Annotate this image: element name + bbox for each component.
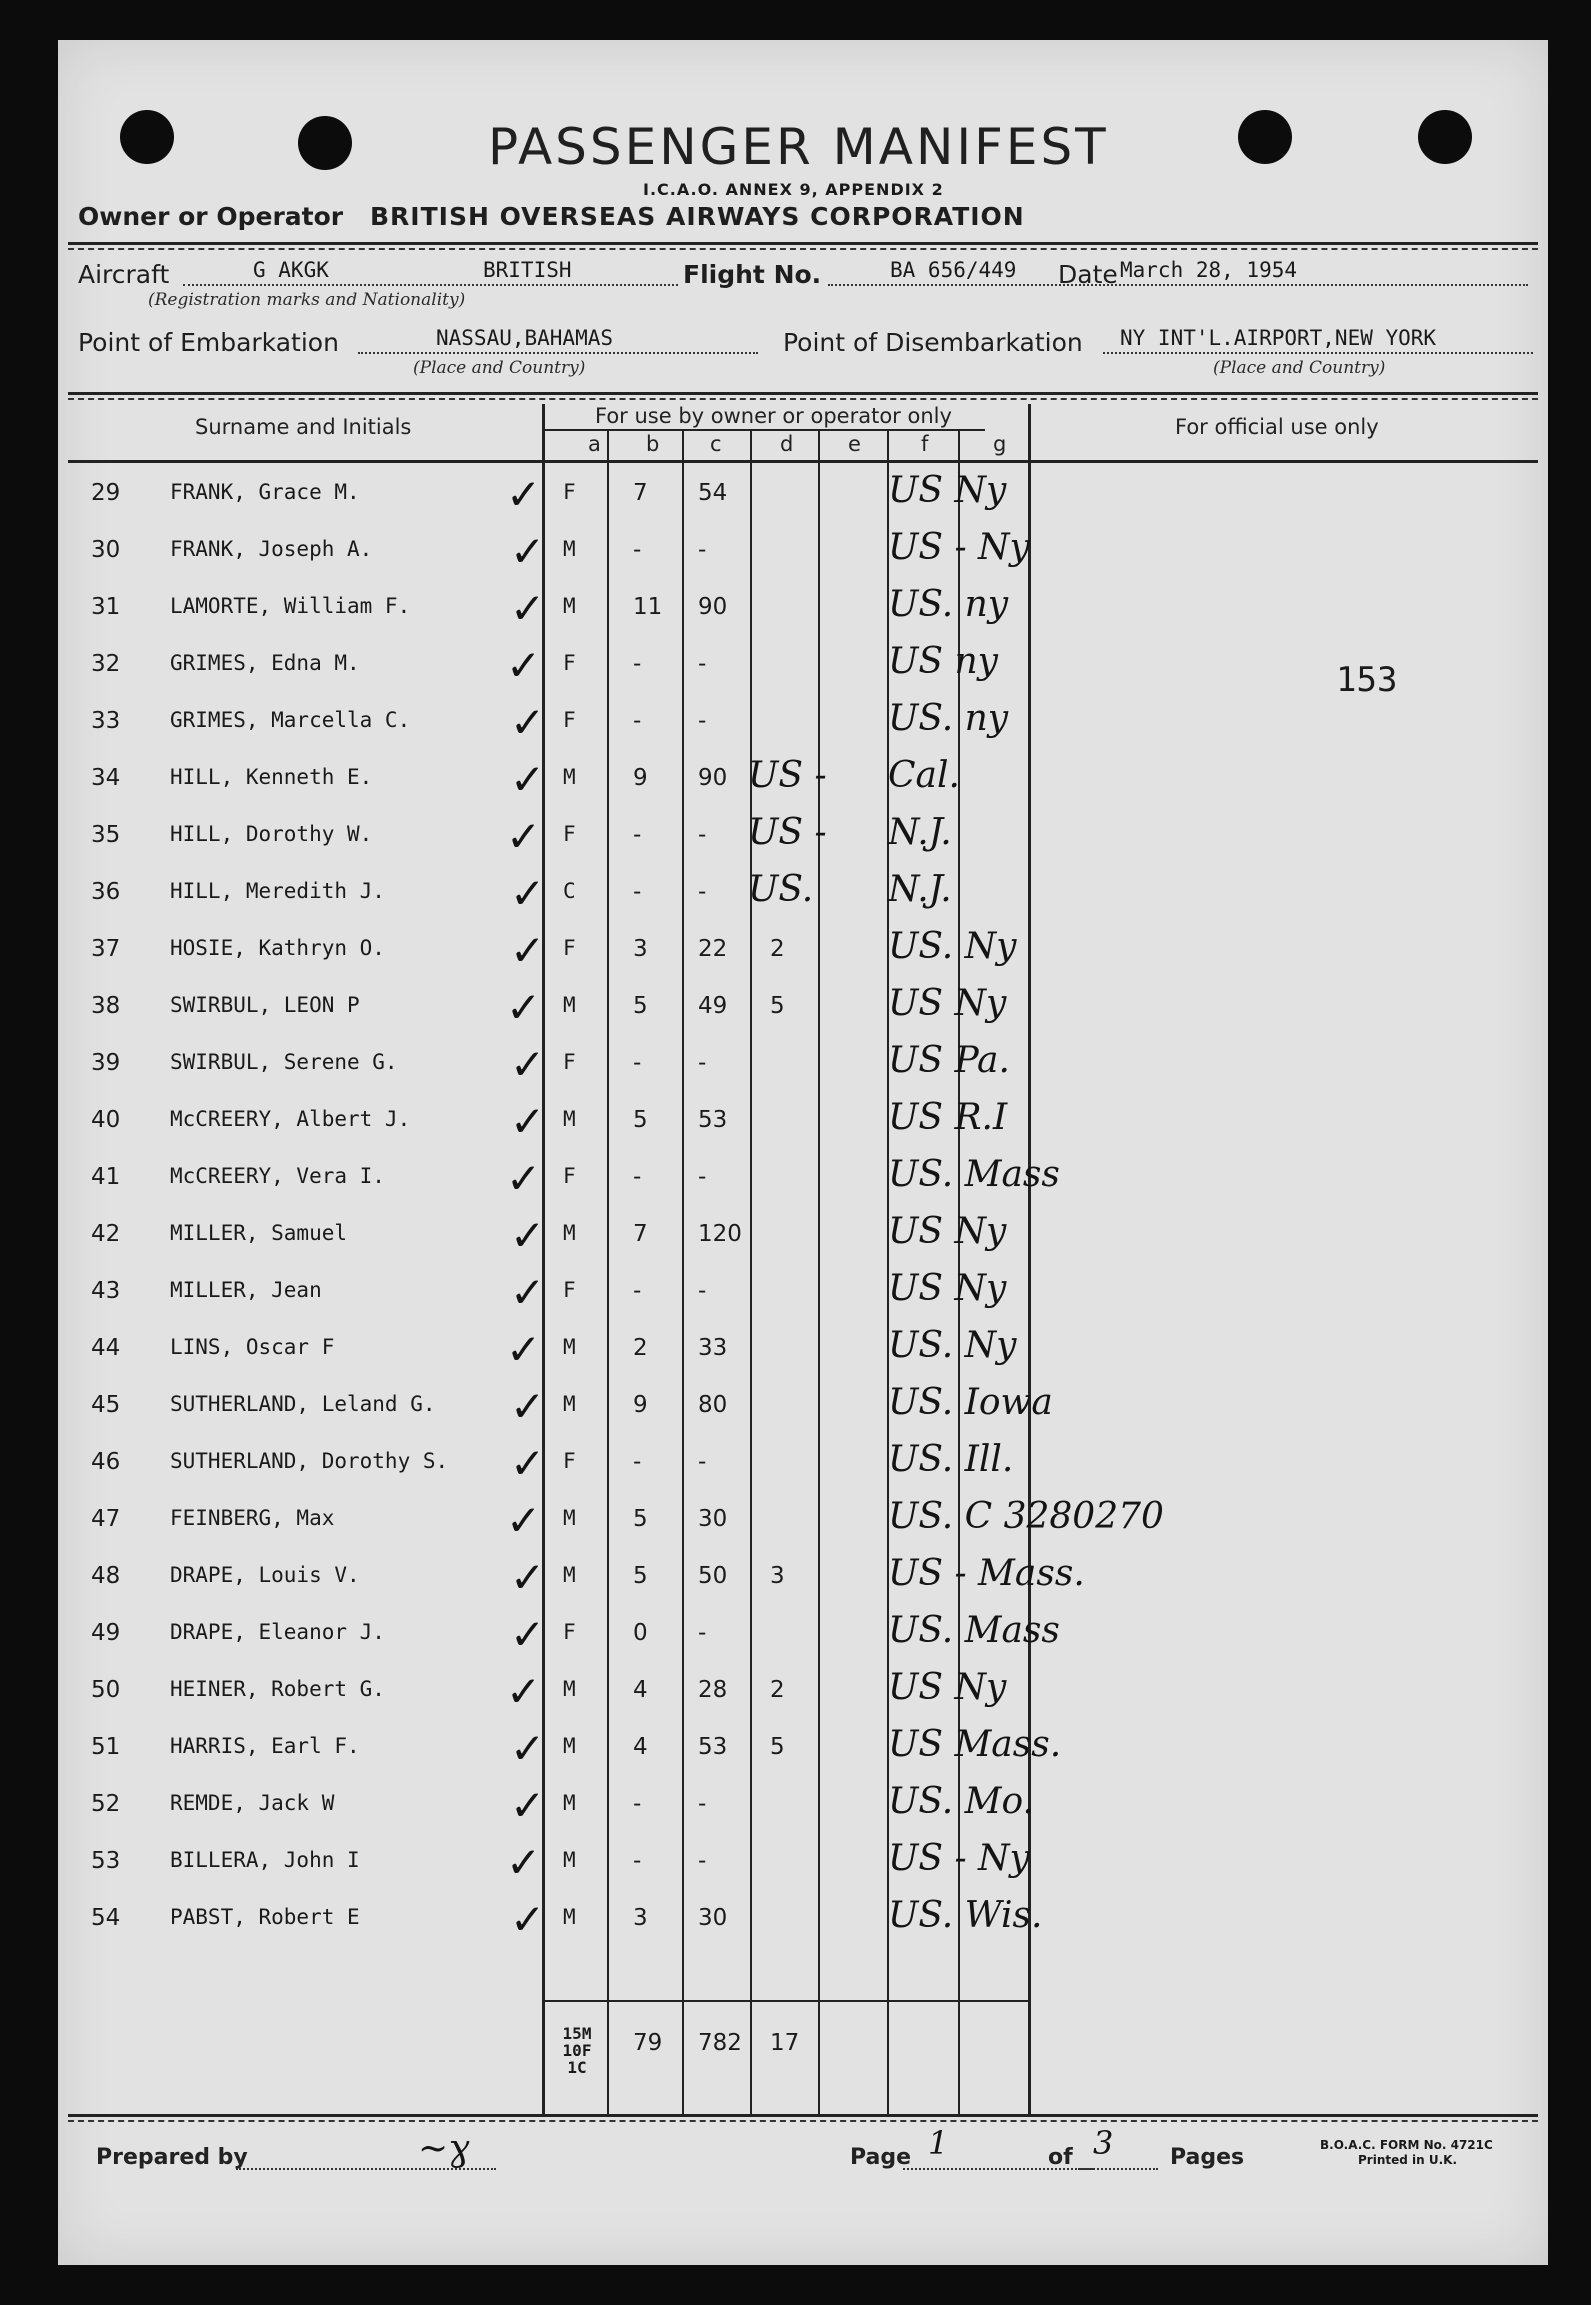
cell-a: M [563, 1107, 576, 1131]
cell-c: 53 [698, 1734, 728, 1760]
cell-a: F [563, 936, 576, 960]
cell-b: 7 [633, 1221, 648, 1247]
table-row [58, 525, 1548, 582]
cell-b: - [633, 822, 642, 848]
cell-b: - [633, 1848, 642, 1874]
passenger-name: HILL, Meredith J. [170, 879, 385, 903]
passenger-name: McCREERY, Vera I. [170, 1164, 385, 1188]
flight-value: BA 656/449 [890, 258, 1017, 282]
row-number: 52 [91, 1791, 121, 1817]
row-number: 41 [91, 1164, 121, 1190]
row-number: 40 [91, 1107, 121, 1133]
row-number: 35 [91, 822, 121, 848]
row-number: 44 [91, 1335, 121, 1361]
cell-b: 11 [633, 594, 663, 620]
check-mark: ✓ [510, 1895, 546, 1944]
cell-f: US. Mass [888, 1610, 1060, 1651]
col-e-header: e [848, 432, 861, 456]
cell-c: 22 [698, 936, 728, 962]
check-mark: ✓ [510, 1097, 546, 1146]
table-row [58, 639, 1548, 696]
cell-d: 5 [770, 1734, 785, 1760]
aircraft-note: (Registration marks and Nationality) [148, 290, 466, 310]
cell-a: F [563, 480, 576, 504]
row-number: 34 [91, 765, 121, 791]
cell-f: US. ny [888, 698, 1009, 739]
cell-b: - [633, 651, 642, 677]
cell-f: US Pa. [888, 1040, 1010, 1081]
row-number: 51 [91, 1734, 121, 1760]
cell-c: 50 [698, 1563, 728, 1589]
cell-c: - [698, 879, 707, 905]
owner-value: BRITISH OVERSEAS AIRWAYS CORPORATION [370, 202, 1025, 231]
check-mark: ✓ [510, 1040, 546, 1089]
cell-a: M [563, 1563, 576, 1587]
cell-d: US. [748, 869, 814, 910]
col-official-header: For official use only [1175, 415, 1379, 439]
cell-a: M [563, 537, 576, 561]
cell-a: F [563, 651, 576, 675]
aircraft-label: Aircraft [78, 260, 170, 289]
embark-value: NASSAU,BAHAMAS [436, 326, 614, 350]
cell-b: - [633, 1278, 642, 1304]
manifest-sheet [58, 40, 1548, 2265]
cell-b: 7 [633, 480, 648, 506]
col-a-header: a [588, 432, 601, 456]
punch-hole [298, 116, 352, 170]
check-mark: ✓ [510, 755, 546, 804]
cell-c: - [698, 1449, 707, 1475]
dotted-line [828, 284, 1528, 286]
of-label: of [1048, 2145, 1073, 2170]
cell-a: M [563, 993, 576, 1017]
totals-rule [542, 2000, 1028, 2002]
pages-label: Pages [1170, 2145, 1245, 2170]
passenger-name: MILLER, Samuel [170, 1221, 348, 1245]
cell-a: M [563, 1734, 576, 1758]
punch-hole [120, 110, 174, 164]
cell-b: 3 [633, 1905, 648, 1931]
row-number: 45 [91, 1392, 121, 1418]
cell-b: 4 [633, 1677, 648, 1703]
punch-hole [1238, 110, 1292, 164]
cell-a: M [563, 1677, 576, 1701]
divider [68, 2120, 1538, 2122]
cell-b: 5 [633, 993, 648, 1019]
col-d-header: d [780, 432, 794, 456]
date-value: March 28, 1954 [1120, 258, 1298, 282]
check-mark: ✓ [510, 1211, 546, 1260]
passenger-name: GRIMES, Marcella C. [170, 708, 411, 732]
check-mark: ✓ [510, 869, 546, 918]
dotted-line [183, 284, 678, 286]
cell-c: 30 [698, 1506, 728, 1532]
embark-note: (Place and Country) [413, 358, 586, 378]
passenger-name: HARRIS, Earl F. [170, 1734, 360, 1758]
cell-c: - [698, 1620, 707, 1646]
cell-b: - [633, 1164, 642, 1190]
passenger-name: BILLERA, John I [170, 1848, 360, 1872]
cell-c: 90 [698, 765, 728, 791]
cell-f: US. Iowa [888, 1382, 1053, 1423]
check-mark: ✓ [510, 926, 546, 975]
cell-b: 9 [633, 765, 648, 791]
cell-d: US - [748, 812, 827, 853]
row-number: 48 [91, 1563, 121, 1589]
cell-b: 4 [633, 1734, 648, 1760]
check-mark: ✓ [510, 698, 546, 747]
cell-f: US. Mo. [888, 1781, 1034, 1822]
passenger-name: MILLER, Jean [170, 1278, 322, 1302]
cell-f: US. Ny [888, 926, 1017, 967]
passenger-name: GRIMES, Edna M. [170, 651, 360, 675]
cell-a: F [563, 1278, 576, 1302]
cell-b: 5 [633, 1563, 648, 1589]
passenger-name: LAMORTE, William F. [170, 594, 411, 618]
passenger-name: SUTHERLAND, Dorothy S. [170, 1449, 449, 1473]
dotted-line [358, 352, 758, 354]
col-b-header: b [646, 432, 660, 456]
form-number: B.O.A.C. FORM No. 4721C [1320, 2138, 1493, 2152]
page-subtitle: I.C.A.O. ANNEX 9, APPENDIX 2 [643, 180, 944, 199]
check-mark: ✓ [510, 1553, 546, 1602]
col-surname-header: Surname and Initials [195, 415, 412, 439]
passenger-name: DRAPE, Louis V. [170, 1563, 360, 1587]
cell-c: - [698, 822, 707, 848]
row-number: 42 [91, 1221, 121, 1247]
check-mark: ✓ [506, 1325, 542, 1374]
cell-b: - [633, 708, 642, 734]
cell-f: US Ny [888, 1211, 1007, 1252]
cell-a: M [563, 1506, 576, 1530]
row-number: 29 [91, 480, 121, 506]
divider [68, 398, 1538, 400]
check-mark: ✓ [506, 812, 542, 861]
table-row [58, 1323, 1548, 1380]
cell-f: US R.I [888, 1097, 1008, 1138]
col-g-header: g [993, 432, 1007, 456]
check-mark: ✓ [510, 1724, 546, 1773]
col-owner-use-header: For use by owner or operator only [595, 404, 952, 428]
aircraft-nationality: BRITISH [483, 258, 572, 282]
owner-label: Owner or Operator [78, 202, 344, 231]
cell-b: 5 [633, 1107, 648, 1133]
cell-b: 0 [633, 1620, 648, 1646]
row-number: 32 [91, 651, 121, 677]
cell-f: US. Ny [888, 1325, 1017, 1366]
table-row [58, 1722, 1548, 1779]
cell-c: - [698, 1164, 707, 1190]
date-label: Date [1058, 260, 1118, 289]
punch-hole [1418, 110, 1472, 164]
prepared-label: Prepared by [96, 2145, 248, 2170]
cell-f: US. Ill. [888, 1439, 1014, 1480]
cell-f: US Ny [888, 983, 1007, 1024]
check-mark: ✓ [506, 641, 542, 690]
cell-d: 2 [770, 936, 785, 962]
flight-label: Flight No. [683, 260, 822, 289]
table-row [58, 810, 1548, 867]
check-mark: ✓ [506, 1496, 542, 1545]
cell-c: - [698, 1278, 707, 1304]
table-row [58, 1893, 1548, 1950]
cell-f: US Mass. [888, 1724, 1062, 1765]
page-label: Page [850, 2145, 912, 2170]
cell-f: US Ny [888, 1268, 1007, 1309]
cell-b: - [633, 1449, 642, 1475]
divider [68, 460, 1538, 463]
passenger-name: FEINBERG, Max [170, 1506, 335, 1530]
cell-c: 49 [698, 993, 728, 1019]
check-mark: ✓ [510, 1781, 546, 1830]
cell-f: US Ny [888, 1667, 1007, 1708]
check-mark: ✓ [506, 1838, 542, 1887]
table-row [58, 696, 1548, 753]
cell-c: 90 [698, 594, 728, 620]
cell-c: 53 [698, 1107, 728, 1133]
cell-a: F [563, 1164, 576, 1188]
cell-c: 33 [698, 1335, 728, 1361]
stamp-number: 153 [1336, 660, 1398, 700]
check-mark: ✓ [506, 470, 542, 519]
cell-c: 120 [698, 1221, 742, 1247]
row-number: 30 [91, 537, 121, 563]
table-row [58, 1494, 1548, 1551]
table-row [58, 1779, 1548, 1836]
row-number: 46 [91, 1449, 121, 1475]
cell-b: - [633, 1050, 642, 1076]
passenger-name: HILL, Dorothy W. [170, 822, 373, 846]
passenger-name: PABST, Robert E [170, 1905, 360, 1929]
cell-f: US - Ny [888, 527, 1030, 568]
row-number: 47 [91, 1506, 121, 1532]
cell-a: M [563, 765, 576, 789]
table-row [58, 981, 1548, 1038]
cell-a: F [563, 1449, 576, 1473]
pages-value: 3 [1093, 2124, 1114, 2162]
cell-f: US. ny [888, 584, 1009, 625]
row-number: 31 [91, 594, 121, 620]
table-row [58, 1551, 1548, 1608]
total-d: 17 [770, 2030, 800, 2056]
passenger-name: HOSIE, Kathryn O. [170, 936, 385, 960]
cell-b: - [633, 879, 642, 905]
table-row [58, 1608, 1548, 1665]
passenger-name: LINS, Oscar F [170, 1335, 335, 1359]
passenger-name: DRAPE, Eleanor J. [170, 1620, 385, 1644]
row-number: 36 [91, 879, 121, 905]
cell-c: - [698, 1050, 707, 1076]
check-mark: ✓ [510, 1268, 546, 1317]
check-mark: ✓ [510, 1610, 546, 1659]
cell-a: F [563, 708, 576, 732]
check-mark: ✓ [506, 1154, 542, 1203]
check-mark: ✓ [506, 1667, 542, 1716]
dotted-line [1103, 352, 1533, 354]
divider [68, 248, 1538, 250]
cell-d: 5 [770, 993, 785, 1019]
check-mark: ✓ [510, 1439, 546, 1488]
divider [68, 392, 1538, 395]
cell-c: 80 [698, 1392, 728, 1418]
signature: ~ɣ [418, 2128, 470, 2169]
passenger-name: SWIRBUL, Serene G. [170, 1050, 398, 1074]
cell-b: 3 [633, 936, 648, 962]
passenger-name: REMDE, Jack W [170, 1791, 335, 1815]
cell-a: M [563, 1392, 576, 1416]
cell-c: 30 [698, 1905, 728, 1931]
total-b: 79 [633, 2030, 663, 2056]
table-row [58, 1095, 1548, 1152]
cell-a: F [563, 1620, 576, 1644]
passenger-name: FRANK, Grace M. [170, 480, 360, 504]
check-mark: ✓ [510, 584, 546, 633]
row-number: 50 [91, 1677, 121, 1703]
table-row [58, 1836, 1548, 1893]
check-mark: ✓ [506, 983, 542, 1032]
check-mark: ✓ [510, 527, 546, 576]
table-row [58, 1209, 1548, 1266]
disembark-value: NY INT'L.AIRPORT,NEW YORK [1120, 326, 1437, 350]
cell-f: N.J. [888, 869, 952, 910]
cell-f: US ny [888, 641, 998, 682]
cell-a: F [563, 822, 576, 846]
cell-a: M [563, 1791, 576, 1815]
cell-c: - [698, 537, 707, 563]
row-number: 43 [91, 1278, 121, 1304]
cell-c: - [698, 1848, 707, 1874]
table-row [58, 1437, 1548, 1494]
divider [68, 2114, 1538, 2117]
cell-c: - [698, 651, 707, 677]
table-row [58, 924, 1548, 981]
cell-c: 54 [698, 480, 728, 506]
page-value: 1 [928, 2124, 949, 2162]
dotted-line [1078, 2168, 1158, 2170]
cell-a: M [563, 1221, 576, 1245]
table-row [58, 1266, 1548, 1323]
printed-in: Printed in U.K. [1358, 2153, 1458, 2167]
passenger-name: SUTHERLAND, Leland G. [170, 1392, 436, 1416]
row-number: 37 [91, 936, 121, 962]
cell-f: Cal. [888, 755, 960, 796]
cell-f: US. Mass [888, 1154, 1060, 1195]
passenger-name: FRANK, Joseph A. [170, 537, 373, 561]
row-number: 54 [91, 1905, 121, 1931]
cell-a: C [563, 879, 576, 903]
cell-a: M [563, 1848, 576, 1872]
cell-a: F [563, 1050, 576, 1074]
col-f-header: f [921, 432, 929, 456]
cell-b: - [633, 1791, 642, 1817]
row-number: 39 [91, 1050, 121, 1076]
disembark-note: (Place and Country) [1213, 358, 1386, 378]
cell-f: US - Ny [888, 1838, 1030, 1879]
cell-b: 5 [633, 1506, 648, 1532]
table-row [58, 1380, 1548, 1437]
page-title: PASSENGER MANIFEST [488, 118, 1109, 176]
cell-f: US. Wis. [888, 1895, 1043, 1936]
passenger-name: HILL, Kenneth E. [170, 765, 373, 789]
total-a: 15M 10F 1C [562, 2024, 592, 2077]
cell-b: 2 [633, 1335, 648, 1361]
cell-d: 3 [770, 1563, 785, 1589]
table-row [58, 582, 1548, 639]
table-row [58, 1038, 1548, 1095]
passenger-name: HEINER, Robert G. [170, 1677, 385, 1701]
cell-f: US - Mass. [888, 1553, 1085, 1594]
cell-b: - [633, 537, 642, 563]
cell-a: M [563, 594, 576, 618]
col-c-header: c [710, 432, 722, 456]
cell-f: N.J. [888, 812, 952, 853]
passenger-name: SWIRBUL, LEON P [170, 993, 360, 1017]
embark-label: Point of Embarkation [78, 328, 339, 357]
table-row [58, 867, 1548, 924]
cell-c: - [698, 1791, 707, 1817]
passenger-name: McCREERY, Albert J. [170, 1107, 411, 1131]
disembark-label: Point of Disembarkation [783, 328, 1083, 357]
row-number: 33 [91, 708, 121, 734]
cell-a: M [563, 1905, 576, 1929]
cell-d: US - [748, 755, 827, 796]
row-number: 49 [91, 1620, 121, 1646]
cell-d: 2 [770, 1677, 785, 1703]
table-row [58, 1665, 1548, 1722]
cell-c: - [698, 708, 707, 734]
check-mark: ✓ [510, 1382, 546, 1431]
cell-b: 9 [633, 1392, 648, 1418]
total-c: 782 [698, 2030, 742, 2056]
cell-c: 28 [698, 1677, 728, 1703]
row-number: 38 [91, 993, 121, 1019]
aircraft-value: G AKGK [253, 258, 329, 282]
cell-f: US. C 3280270 [888, 1496, 1164, 1537]
table-row [58, 753, 1548, 810]
cell-a: M [563, 1335, 576, 1359]
table-row [58, 468, 1548, 525]
table-row [58, 1152, 1548, 1209]
row-number: 53 [91, 1848, 121, 1874]
cell-f: US Ny [888, 470, 1007, 511]
divider [68, 242, 1538, 245]
